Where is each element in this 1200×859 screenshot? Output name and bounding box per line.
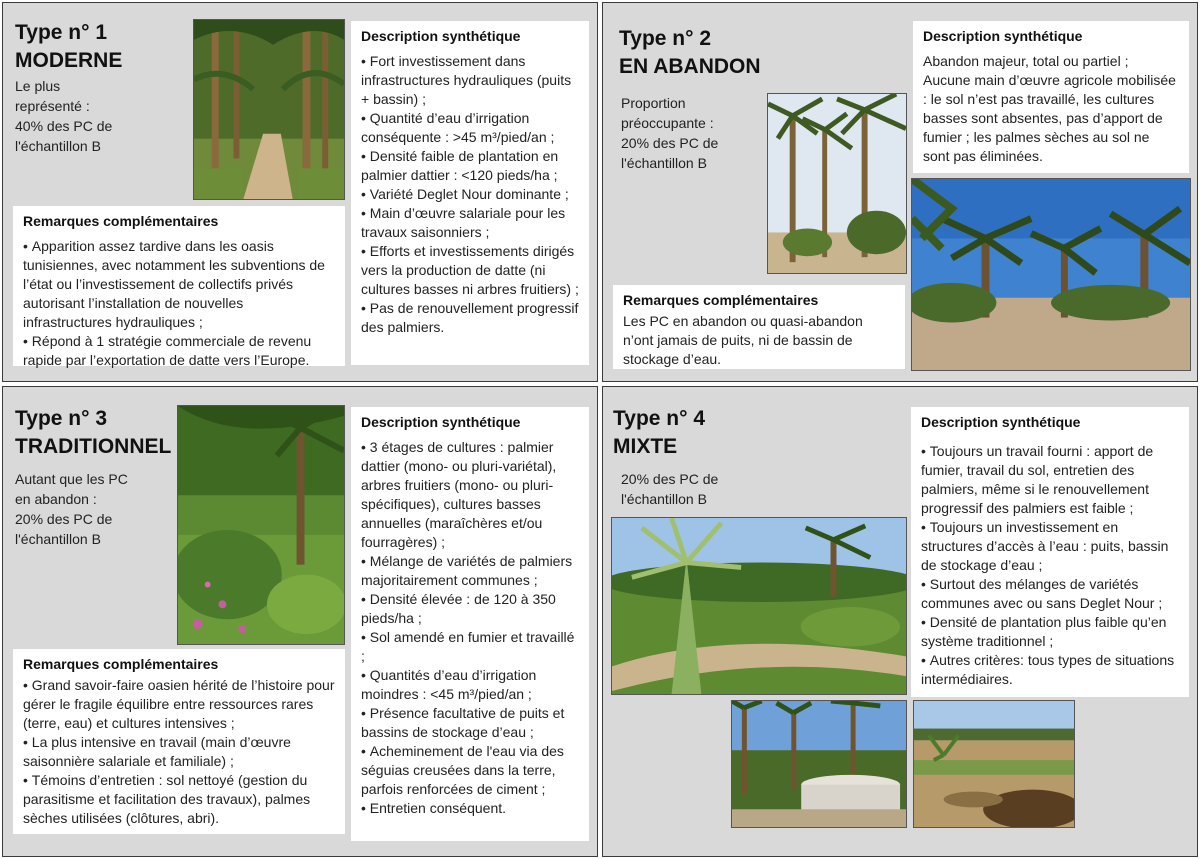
list-item: • Toujours un investissement en structures d’accès à l’eau : puits, bassin de stockage d’eau ; [921, 518, 1179, 575]
panel-type-1 [2, 2, 598, 382]
list-item: • Pas de renouvellement progressif des palmiers. [361, 299, 579, 337]
palm-alley-photo [193, 19, 345, 200]
type1-remarks-list [23, 237, 335, 370]
type2-description-text: Abandon majeur, total ou partiel ; Aucune main d’œuvre agricole mobilisée : le sol n’est pas travaillé, les cultures basses sont absentes, pas d’apport de fumier ; les palmes sèches au sol ne sont pas éliminées. [923, 53, 1176, 164]
type2-remarks-box [613, 285, 905, 369]
type2-subtitle: Proportion préoccupante : 20% des PC de l'échantillon B [621, 95, 719, 171]
list-item: • Sol amendé en fumier et travaillé ; [361, 628, 579, 666]
panel-type-4 [602, 386, 1198, 857]
type3-description-box [351, 407, 589, 841]
mixed-garden-photo [611, 517, 907, 695]
list-item: • Quantité d’eau d’irrigation conséquente : >45 m³/pied/an ; [361, 109, 579, 147]
list-item: • Variété Deglet Nour dominante ; [361, 185, 579, 204]
young-palms-photo [913, 700, 1075, 828]
type4-description-box [911, 407, 1189, 697]
list-item: • Répond à 1 stratégie commerciale de revenu rapide par l’exportation de datte vers l’Europe. [23, 332, 335, 370]
remarks-heading: Remarques complémentaires [623, 292, 819, 308]
type3-description-list [361, 438, 579, 818]
type1-title: Type n° 1 MODERNE [15, 21, 123, 72]
type2-description-box [913, 21, 1189, 173]
list-item: • Mélange de variétés de palmiers majoritairement communes ; [361, 552, 579, 590]
type1-description-list [361, 52, 579, 337]
type3-remarks-list [23, 676, 335, 828]
list-item: • Quantités d’eau d’irrigation moindres : <45 m³/pied/an ; [361, 666, 579, 704]
water-basin-photo [731, 700, 907, 828]
list-item: • Entretien conséquent. [361, 799, 579, 818]
abandoned-grove-photo [911, 178, 1191, 371]
description-heading: Description synthétique [923, 28, 1083, 44]
list-item: • Autres critères: tous types de situations intermédiaires. [921, 651, 1179, 689]
list-item: • Densité élevée : de 120 à 350 pieds/ha ; [361, 590, 579, 628]
list-item: • Présence facultative de puits et bassins de stockage d’eau ; [361, 704, 579, 742]
description-heading: Description synthétique [361, 28, 521, 44]
type2-remarks-text: Les PC en abandon ou quasi-abandon n’ont jamais de puits, ni de bassin de stockage d’eau. [623, 313, 863, 367]
remarks-heading: Remarques complémentaires [23, 656, 219, 672]
list-item: • Efforts et investissements dirigés vers la production de datte (ni cultures basses ni arbres fruitiers) ; [361, 242, 579, 299]
list-item: • Grand savoir-faire oasien hérité de l’histoire pour gérer le fragile équilibre entre ressources rares (terre, eau) et cultures intensives ; [23, 676, 335, 733]
traditional-garden-photo [177, 405, 345, 645]
panel-type-3 [2, 386, 598, 857]
type1-remarks-box [13, 206, 345, 366]
list-item: • Densité faible de plantation en palmier dattier : <120 pieds/ha ; [361, 147, 579, 185]
type3-subtitle: Autant que les PC en abandon : 20% des PC de l'échantillon B [15, 471, 128, 547]
type4-description-list [921, 442, 1179, 689]
panel-type-2 [602, 2, 1198, 382]
list-item: • Main d’œuvre salariale pour les travaux saisonniers ; [361, 204, 579, 242]
list-item: • Témoins d’entretien : sol nettoyé (gestion du parasitisme et facilitation des travaux), palmes sèches utilisées (clôtures, abri). [23, 771, 335, 828]
list-item: • La plus intensive en travail (main d’œuvre saisonnière salariale et familiale) ; [23, 733, 335, 771]
type4-title: Type n° 4 MIXTE [613, 407, 706, 458]
type2-title: Type n° 2 EN ABANDON [619, 27, 761, 78]
remarks-heading: Remarques complémentaires [23, 213, 219, 229]
description-heading: Description synthétique [921, 414, 1081, 430]
list-item: • Surtout des mélanges de variétés communes avec ou sans Deglet Nour ; [921, 575, 1179, 613]
list-item: • Acheminement de l'eau via des séguias creusées dans la terre, parfois renforcées de ciment ; [361, 742, 579, 799]
type1-description-box [351, 21, 589, 365]
abandoned-palms-photo [767, 93, 907, 274]
list-item: • 3 étages de cultures : palmier dattier (mono- ou pluri-variétal), arbres fruitiers (mono- ou pluri-spécifiques), cultures basses annuelles (maraîchères et/ou fourragères) ; [361, 438, 579, 552]
list-item: • Apparition assez tardive dans les oasis tunisiennes, avec notamment les subventions de l’état ou l’investissement de collectifs privés autorisant l’installation de nouvelles infrastructures hydrauliques ; [23, 237, 335, 332]
type4-subtitle: 20% des PC de l'échantillon B [621, 471, 719, 507]
list-item: • Toujours un travail fourni : apport de fumier, travail du sol, entretien des palmiers, même si le renouvellement progressif des palmiers est faible ; [921, 442, 1179, 518]
type1-subtitle: Le plus représenté : 40% des PC de l'échantillon B [15, 78, 113, 154]
description-heading: Description synthétique [361, 414, 521, 430]
list-item: • Fort investissement dans infrastructures hydrauliques (puits + bassin) ; [361, 52, 579, 109]
type3-title: Type n° 3 TRADITIONNEL [15, 407, 172, 458]
list-item: • Densité de plantation plus faible qu’en système traditionnel ; [921, 613, 1179, 651]
type3-remarks-box [13, 649, 345, 834]
